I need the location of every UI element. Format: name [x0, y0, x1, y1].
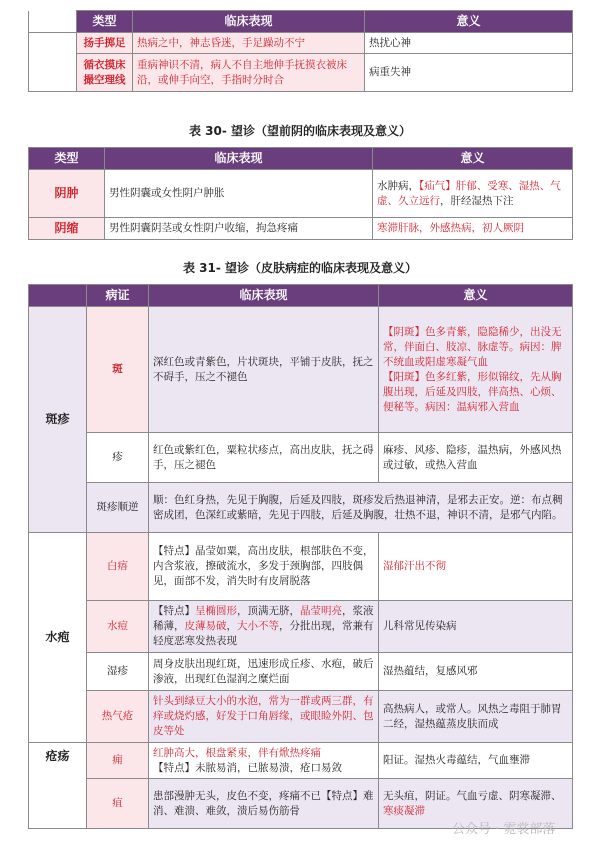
- table29-blank-header: [29, 11, 77, 33]
- meaning-yong: 阳证。湿热火毒蕴结，气血壅滞: [379, 743, 573, 779]
- group-banzhen: 斑疹: [29, 307, 87, 533]
- disease-shunni: 斑疹顺逆: [87, 483, 149, 533]
- table31-caption: 表 31- 望诊（皮肤病症的临床表现及意义）: [182, 261, 418, 275]
- clinical-highlight: 大小不等: [237, 620, 279, 632]
- table-31: [28, 284, 573, 829]
- table29-header-clinical: 临床表现: [133, 11, 365, 33]
- clinical-ban: 深红色或青紫色，片状斑块，平铺于皮肤，抚之不碍手，压之不褪色: [149, 307, 379, 433]
- table31-header-group: [29, 285, 87, 307]
- clinical-ju: 患部漫肿无头，皮色不变，疼痛不已【特点】难消、难溃、难敛，溃后易伤筋骨: [149, 779, 379, 829]
- disease-reqichuang: 热气疮: [87, 691, 149, 743]
- clinical-text: ，顶满无脐，: [237, 605, 300, 617]
- table30-type: 阴缩: [29, 218, 105, 240]
- table-30: [28, 147, 573, 240]
- table29-meaning: 热扰心神: [365, 33, 573, 54]
- clinical-text: ，分批出现，常兼有轻度恶寒发热表现: [153, 620, 374, 647]
- meaning-plain: 无头疽，阴证。气血亏虚、阴寒凝滞、: [383, 789, 562, 802]
- meaning-yangban: 【阳斑】色多红紫，形似锦纹，先从胸腹出现，后延及四肢，伴高热、心烦、便秘等。病因：温病邪入营血: [383, 370, 562, 413]
- table30-type: 阴肿: [29, 170, 105, 218]
- meaning-shuidou: 儿科常见传染病: [379, 601, 573, 653]
- clinical-highlight: 红肿高大，根盘紧束，伴有焮热疼痛: [153, 746, 321, 759]
- table31-header-disease: 病证: [87, 285, 149, 307]
- group-shuipao: 水疱: [29, 533, 87, 743]
- table-29: [28, 10, 573, 92]
- disease-shizhen: 湿疹: [87, 653, 149, 691]
- table29-meaning: 病重失神: [365, 54, 573, 92]
- clinical-baipei: 【特点】晶莹如粟，高出皮肤，根部肤色不变，内含浆液，擦破流水，多发于颈胸部，四肢偶见，面部不发，消失时有皮屑脱落: [149, 533, 379, 601]
- table30-meaning: [373, 170, 573, 218]
- group-chuangyang: 疮疡: [29, 743, 87, 829]
- meaning-highlight: 【疝气】肝郁、受寒、湿热、气虚、久立远行: [377, 179, 561, 207]
- clinical-highlight: 晶莹明亮: [300, 605, 342, 617]
- table30-header-meaning: 意义: [373, 148, 573, 170]
- clinical-shizhen: 周身皮肤出现红斑，迅速形成丘疹、水疱，破后渗液，出现红色湿润之糜烂面: [149, 653, 379, 691]
- table29-type: 扬手掷足: [77, 33, 133, 54]
- clinical-reqichuang: 针头到绿豆大小的水泡，常为一群或两三群，有痒或烧灼感，好发于口角唇缘，或眼睑外阴、包皮等处: [149, 691, 379, 743]
- table29-clinical: 热病之中，神志昏迷，手足躁动不宁: [133, 33, 365, 54]
- disease-shuidou: 水痘: [87, 601, 149, 653]
- clinical-text: ，: [226, 620, 237, 632]
- disease-ju: 疽: [87, 779, 149, 829]
- meaning-plain: ，肝经湿热下注: [440, 194, 514, 207]
- table29-blank-cell: [29, 33, 77, 92]
- meaning-reqichuang: 高热病人，或常人。风热之毒阻于肺胃二经，湿热蕴蒸皮肤而成: [379, 691, 573, 743]
- meaning-shizhen: 湿热蕴结，复感风邪: [379, 653, 573, 691]
- clinical-highlight: 呈椭圆形: [195, 605, 237, 617]
- clinical-yong: [149, 743, 379, 779]
- watermark-text: 公众号 · 霓裳部落: [452, 822, 556, 837]
- meaning-highlight: 寒痰凝滞: [383, 804, 425, 817]
- meaning-plain: 水肿病，: [377, 179, 419, 192]
- table30-header-type: 类型: [29, 148, 105, 170]
- disease-yong: 痈: [87, 743, 149, 779]
- clinical-shuidou: [149, 601, 379, 653]
- table29-type: 循衣摸床撮空理线: [77, 54, 133, 92]
- clinical-text: 【特点】: [153, 605, 195, 617]
- meaning-ban: [379, 307, 573, 433]
- clinical-highlight: 皮薄易破: [184, 620, 227, 632]
- clinical-shunni: 顺：色红身热，先见于胸腹，后延及四肢，斑疹发后热退神清，是邪去正安。逆：布点稠密成团，色深红或紫暗，先见于四肢，后延及胸腹，壮热不退，神识不清，是邪气内陷。: [149, 483, 573, 533]
- table31-header-clinical: 临床表现: [149, 285, 379, 307]
- table30-clinical: 男性阴囊阴茎或女性阴户收缩，拘急疼痛: [105, 218, 373, 240]
- table30-clinical: 男性阴囊或女性阴户肿胀: [105, 170, 373, 218]
- table31-header-meaning: 意义: [379, 285, 573, 307]
- meaning-zhen: 麻疹、风疹、隐疹，温热病，外感风热或过敏，或热入营血: [379, 433, 573, 483]
- table30-header-clinical: 临床表现: [105, 148, 373, 170]
- clinical-text: ，浆液稀薄，: [153, 605, 374, 632]
- table29-header-type: 类型: [77, 11, 133, 33]
- table29-clinical: 重病神识不清，病人不自主地伸手抚摸衣被床沿，或伸手向空，手指时分时合: [133, 54, 365, 92]
- table29-header-meaning: 意义: [365, 11, 573, 33]
- meaning-yinban: 【阴斑】色多青紫，隐隐稀少，出没无常，伴面白、肢凉、脉虚等。病因：脾不统血或阳虚寒凝气血: [383, 325, 562, 368]
- clinical-zhen: 红色或紫红色，粟粒状疹点，高出皮肤，抚之碍手，压之褪色: [149, 433, 379, 483]
- table30-meaning: 寒滞肝脉，外感热病，初人厥阴: [373, 218, 573, 240]
- table30-caption: 表 30- 望诊（望前阴的临床表现及意义）: [188, 124, 412, 138]
- meaning-baipei: 湿郁汗出不彻: [379, 533, 573, 601]
- disease-zhen: 疹: [87, 433, 149, 483]
- disease-ban: 斑: [87, 307, 149, 433]
- disease-baipei: 白痦: [87, 533, 149, 601]
- clinical-text: 【特点】未脓易消，已脓易溃，疮口易敛: [153, 761, 342, 774]
